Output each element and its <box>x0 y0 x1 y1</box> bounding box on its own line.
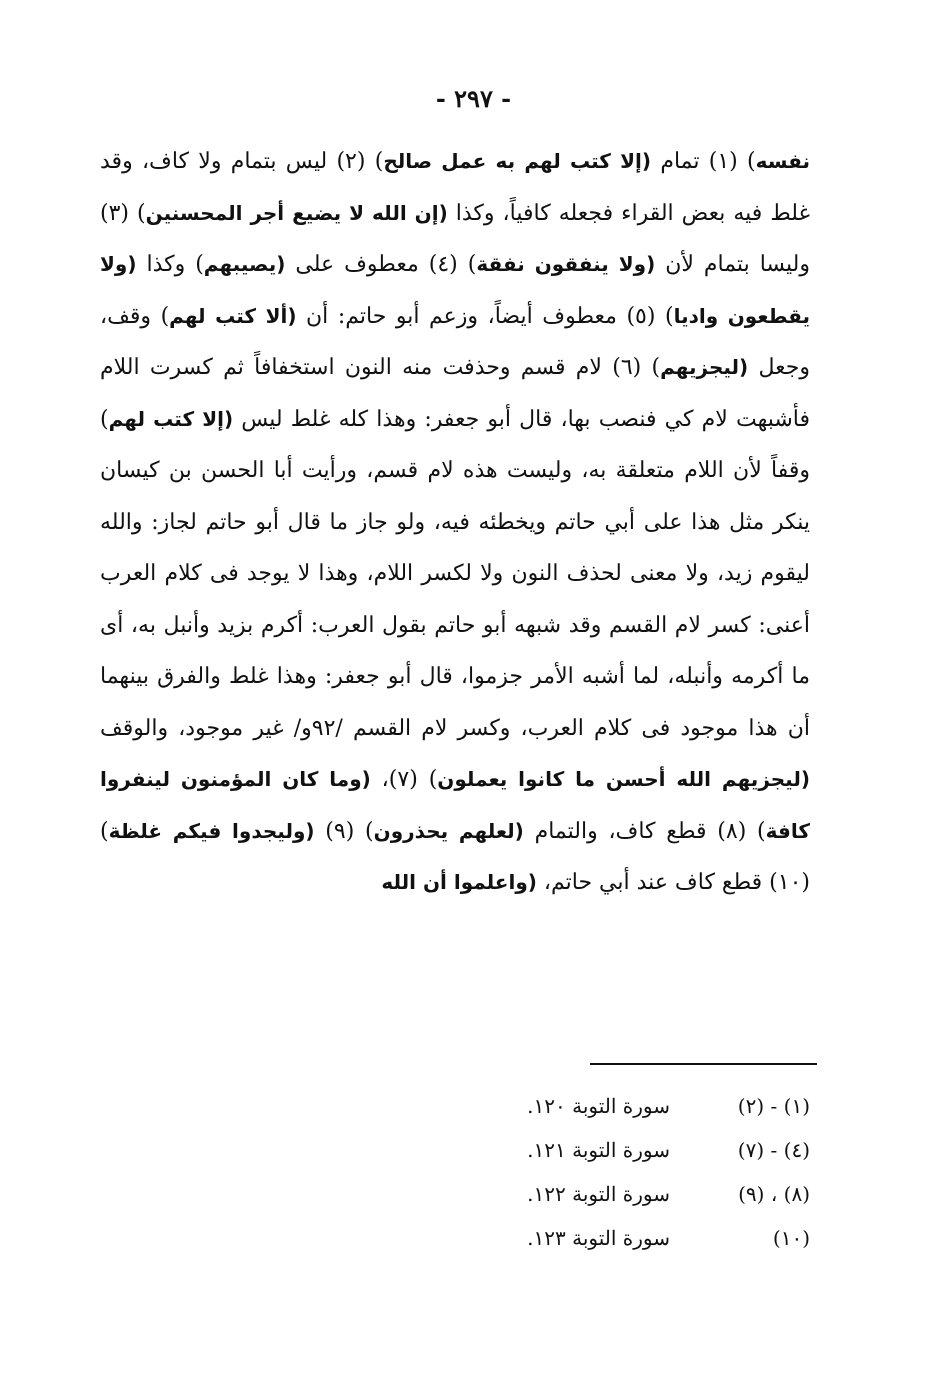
commentary-text: ) (٩) <box>314 818 374 844</box>
commentary-text: ) (٥) معطوف أيضاً، وزعم أبو حاتم: أن <box>296 303 674 329</box>
footnote-ref: (١٠) <box>772 1226 810 1250</box>
footnote-source: سورة التوبة ١٢٢. <box>527 1182 670 1206</box>
footnote-ref: (١) - (٢) <box>737 1094 810 1118</box>
quran-quote: (إلا كتب لهم <box>108 406 234 431</box>
footnote-row <box>480 1084 810 1128</box>
commentary-text: ) (٢) ليس بتمام ولا كاف، وقد غلط فيه بعض القراء فجعله كافياً، وكذا <box>100 149 810 226</box>
footnotes <box>480 1084 810 1260</box>
quran-quote: (واعلموا أن الله <box>381 870 537 894</box>
footnote-ref: (٤) - (٧) <box>737 1138 810 1162</box>
footnote-row <box>480 1128 810 1172</box>
commentary-text: ) وقفاً لأن اللام متعلقة به، وليست هذه لام قسم، ورأيت أبا الحسن بن كيسان ينكر مثل هذا على أبي حاتم ويخطئه فيه، ولو جاز ما قال أبو حاتم لجاز: والله ليقوم زيد، ولا معنى لحذف النون ولا لكسر اللام، وهذا لا يوجد فى كلام العرب أعنى: كسر لام القسم وقد شبهه أبو حاتم بقول العرب: أكرم بزيد وأنبل به، أى ما أكرمه وأنبله، لما أشبه الأمر جزموا، قال أبو جعفر: وهذا غلط والفرق بينهما أن هذا موجود فى كلام العرب، وكسر لام القسم /٩٢و/ غير موجود، والوقف <box>100 406 810 741</box>
quran-quote: (يصيبهم <box>203 252 286 276</box>
commentary-text: ) (٨) قطع كاف، والتمام <box>523 818 766 844</box>
footnote-row <box>480 1172 810 1216</box>
main-paragraph <box>100 136 810 909</box>
commentary-text: ) (١) تمام <box>651 149 756 174</box>
commentary-text: ) (٦) لام قسم وحذفت منه النون استخفافاً ثم كسرت اللام فأشبهت لام كي فنصب بها، قال أبو جعفر: وهذا كله غلط ليس <box>100 355 810 432</box>
quran-quote: نفسه <box>755 149 810 173</box>
commentary-text: ) (٣) وليسا بتمام لأن <box>100 200 810 277</box>
commentary-text: ) (٤) معطوف على <box>285 252 477 277</box>
footnote-row <box>480 1216 810 1260</box>
footnote-ref: (٨) ، (٩) <box>738 1182 810 1206</box>
footnote-source: سورة التوبة ١٢٠. <box>527 1094 670 1118</box>
footnote-source: سورة التوبة ١٢٣. <box>527 1226 670 1250</box>
quran-quote: (ليجزيهم <box>660 355 749 379</box>
quran-quote: (إن الله لا يضيع أجر المحسنين <box>145 200 448 225</box>
quran-quote: (ولا يقطعون واديا <box>100 252 810 328</box>
quran-quote: (إلا كتب لهم به عمل صالح <box>383 149 652 173</box>
commentary-text: ) وكذا <box>136 252 204 277</box>
commentary-text: ) وقف، وجعل <box>100 303 810 380</box>
footnote-separator <box>590 1063 817 1065</box>
quran-quote: (ألا كتب لهم <box>169 303 297 328</box>
commentary-text: ) (١٠) قطع كاف عند أبي حاتم، <box>100 818 810 895</box>
quran-quote: (ولا ينفقون نفقة <box>476 252 656 276</box>
quran-quote: (وما كان المؤمنون لينفروا كافة <box>100 767 810 843</box>
quran-quote: (ليجزيهم الله أحسن ما كانوا يعملون <box>437 767 810 791</box>
page-number: - ٢٩٧ - <box>435 84 512 113</box>
commentary-text: ) (٧)، <box>370 767 438 792</box>
footnote-source: سورة التوبة ١٢١. <box>527 1138 670 1162</box>
quran-quote: (وليجدوا فيكم غلظة <box>108 818 315 843</box>
quran-quote: (لعلهم يحذرون <box>373 818 524 843</box>
